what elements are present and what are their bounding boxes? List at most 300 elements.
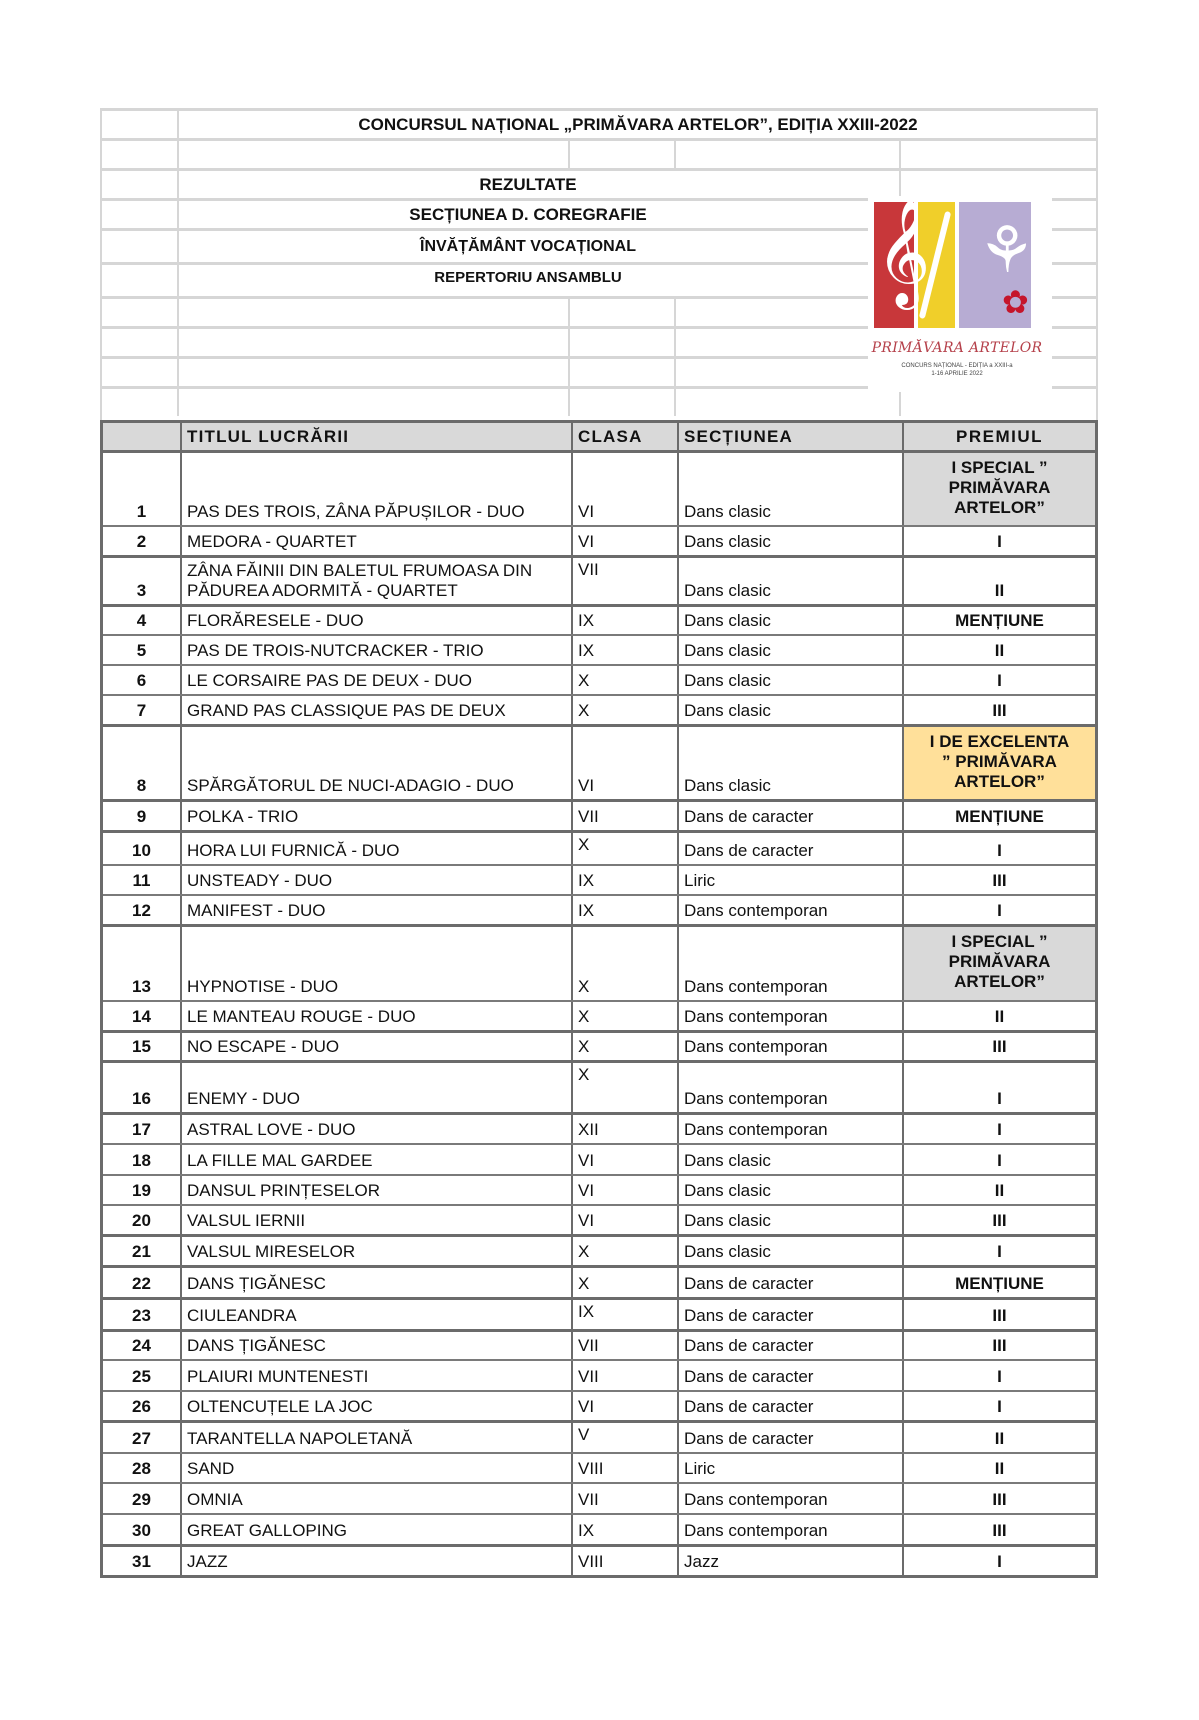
grid-line (177, 329, 179, 356)
row-class-text: IX (578, 641, 595, 660)
row-title-text: HYPNOTISE - DUO (187, 977, 339, 996)
row-number (103, 1206, 180, 1234)
row-class-text: V (578, 1425, 590, 1444)
row-section (677, 636, 902, 664)
row-prize (902, 802, 1095, 830)
row-title-text: NO ESCAPE - DUO (187, 1037, 340, 1056)
row-number (103, 1176, 180, 1204)
row-number (103, 696, 180, 724)
row-title-text: DANSUL PRINȚESELOR (187, 1181, 381, 1200)
row-number (103, 927, 180, 1000)
row-class (571, 1361, 677, 1390)
row-prize-text: III (992, 701, 1007, 720)
row-section (677, 1033, 902, 1060)
logo-subtitle-line1: CONCURS NAȚIONAL - EDIȚIA a XXIII-a (901, 363, 1013, 369)
table-row (103, 634, 1095, 664)
row-section-text: Dans clasic (684, 1181, 771, 1200)
row-section-text: Dans de caracter (684, 1367, 814, 1386)
row-prize (902, 1115, 1095, 1143)
row-section (677, 927, 902, 1000)
row-section-text: Dans clasic (684, 1211, 771, 1230)
row-number (103, 833, 180, 864)
row-class-text: VI (578, 1181, 595, 1200)
section-heading: SECȚIUNEA D. COREGRAFIE (409, 204, 647, 224)
row-title-text: TARANTELLA NAPOLETANĂ (187, 1429, 413, 1448)
row-title (180, 1332, 571, 1359)
row-prize (902, 636, 1095, 664)
row-class-text: VI (578, 776, 595, 795)
row-prize (902, 1033, 1095, 1060)
row-prize-text: I (997, 1552, 1002, 1571)
row-title-text: SPĂRGĂTORUL DE NUCI-ADAGIO - DUO (187, 776, 514, 795)
grid-line (674, 329, 676, 356)
row-prize-text: I (997, 1151, 1002, 1170)
row-title (180, 1002, 571, 1030)
row-number (103, 802, 180, 830)
row-title (180, 866, 571, 894)
row-class-text: IX (578, 1521, 595, 1540)
row-prize-text: I SPECIAL ” PRIMĂVARA ARTELOR” (948, 932, 1051, 991)
row-section (677, 1206, 902, 1234)
row-class (571, 1454, 677, 1482)
row-section (677, 1454, 902, 1482)
table-row (103, 1297, 1095, 1329)
row-prize (902, 1268, 1095, 1297)
grid-line (899, 171, 901, 198)
row-number (103, 1454, 180, 1482)
row-number-text: 8 (136, 776, 147, 795)
row-prize-text: I (997, 1397, 1002, 1416)
row-title-text: DANS ȚIGĂNESC (187, 1274, 326, 1293)
grid-line (568, 141, 570, 168)
row-section-text: Dans clasic (684, 532, 771, 551)
row-prize (902, 1332, 1095, 1359)
row-class-text: VI (578, 1397, 595, 1416)
row-class (571, 453, 677, 525)
table-row (103, 1112, 1095, 1143)
row-number (103, 727, 180, 799)
row-number-text: 23 (132, 1306, 151, 1325)
table-row (103, 1420, 1095, 1452)
row-prize-text: I DE EXCELENTA ” PRIMĂVARA ARTELOR” (929, 731, 1070, 791)
row-number-text: 31 (132, 1552, 151, 1571)
table-row (103, 1143, 1095, 1174)
row-title-text: HORA LUI FURNICĂ - DUO (187, 841, 400, 860)
row-title-text: GREAT GALLOPING (187, 1521, 347, 1540)
row-title-text: ENEMY - DUO (187, 1089, 301, 1108)
row-prize (902, 833, 1095, 864)
row-class (571, 1484, 677, 1513)
row-prize-text: I (997, 1120, 1002, 1139)
row-section (677, 696, 902, 724)
grid-line (674, 359, 676, 386)
row-section (677, 666, 902, 694)
table-row (103, 525, 1095, 555)
row-title-text: FLORĂRESELE - DUO (187, 611, 364, 630)
row-section-text: Liric (684, 1459, 716, 1478)
row-number-text: 10 (132, 841, 151, 860)
row-section (677, 558, 902, 604)
logo-subtitle (868, 362, 1046, 378)
row-section-text: Dans contemporan (684, 901, 828, 920)
row-prize-text: II (994, 1429, 1005, 1448)
row-class (571, 1237, 677, 1265)
row-class-text: VI (578, 532, 595, 551)
row-section-text: Dans clasic (684, 502, 771, 521)
row-prize (902, 1361, 1095, 1390)
row-number (103, 1033, 180, 1060)
row-section (677, 1002, 902, 1030)
row-class-text: X (578, 701, 590, 720)
row-class (571, 527, 677, 555)
row-title (180, 1206, 571, 1234)
row-title (180, 1145, 571, 1174)
logo-name: PRIMĂVARA ARTELOR (871, 340, 1043, 356)
row-number-text: 21 (132, 1242, 151, 1261)
row-title (180, 1454, 571, 1482)
row-title (180, 527, 571, 555)
row-prize (902, 727, 1095, 799)
row-prize-text: I (997, 1089, 1002, 1108)
row-class-text: X (578, 835, 590, 854)
row-prize-text: MENȚIUNE (955, 1274, 1044, 1293)
grid-line (899, 389, 901, 416)
row-number (103, 527, 180, 555)
row-number (103, 666, 180, 694)
row-class (571, 1063, 677, 1112)
row-title-text: ASTRAL LOVE - DUO (187, 1120, 356, 1139)
row-section (677, 1547, 902, 1575)
row-number (103, 1145, 180, 1174)
row-number-text: 17 (132, 1120, 151, 1139)
row-number-text: 28 (132, 1459, 151, 1478)
row-prize-text: III (992, 1037, 1007, 1056)
row-prize-text: III (992, 871, 1007, 890)
row-number-text: 20 (132, 1211, 151, 1230)
row-class (571, 866, 677, 894)
grid-line (674, 141, 676, 168)
table-row (103, 1234, 1095, 1265)
row-number (103, 558, 180, 604)
row-class (571, 1115, 677, 1143)
row-prize-text: MENȚIUNE (955, 611, 1044, 630)
col-header-title: TITLUL LUCRĂRII (180, 423, 571, 450)
table-row (103, 1359, 1095, 1390)
row-section-text: Dans contemporan (684, 1037, 828, 1056)
row-section-text: Dans de caracter (684, 1306, 814, 1325)
table-row (103, 1390, 1095, 1420)
row-prize-text: II (994, 641, 1005, 660)
row-section (677, 1332, 902, 1359)
row-class-text: IX (578, 611, 595, 630)
row-title (180, 1515, 571, 1544)
row-title (180, 1300, 571, 1329)
row-number-text: 14 (132, 1007, 151, 1026)
row-prize (902, 896, 1095, 924)
row-class (571, 727, 677, 799)
row-section-text: Dans de caracter (684, 1274, 814, 1293)
row-class (571, 1268, 677, 1297)
row-number (103, 1268, 180, 1297)
row-class-text: X (578, 1007, 590, 1026)
row-section-text: Dans clasic (684, 776, 771, 795)
table-row (103, 864, 1095, 894)
row-class-text: VII (578, 1336, 599, 1355)
row-title-text: GRAND PAS CLASSIQUE PAS DE DEUX (187, 701, 506, 720)
row-prize-text: I SPECIAL ” PRIMĂVARA ARTELOR” (948, 457, 1051, 517)
row-prize (902, 453, 1095, 525)
row-title-text: PAS DE TROIS-NUTCRACKER - TRIO (187, 641, 484, 660)
row-title (180, 727, 571, 799)
education-heading: ÎNVĂȚĂMÂNT VOCAȚIONAL (420, 237, 636, 255)
row-number-text: 27 (132, 1429, 151, 1448)
col-header-class: CLASA (571, 423, 677, 450)
row-class (571, 607, 677, 634)
row-class (571, 1176, 677, 1204)
grid-line (899, 141, 901, 168)
row-section-text: Dans de caracter (684, 807, 814, 826)
grid-line (177, 359, 179, 386)
row-number (103, 1484, 180, 1513)
row-section-text: Dans contemporan (684, 1521, 828, 1540)
row-number (103, 1300, 180, 1329)
table-row (103, 924, 1095, 1000)
row-title (180, 636, 571, 664)
row-class-text: X (578, 1037, 590, 1056)
col-header-number (103, 423, 180, 450)
row-section (677, 1115, 902, 1143)
row-section-text: Dans de caracter (684, 1336, 814, 1355)
row-class (571, 1547, 677, 1575)
row-number (103, 1115, 180, 1143)
row-title-text: OLTENCUȚELE LA JOC (187, 1397, 373, 1416)
row-title (180, 833, 571, 864)
table-row (103, 1482, 1095, 1513)
row-number-text: 30 (132, 1521, 151, 1540)
row-section-text: Dans contemporan (684, 977, 828, 996)
row-prize (902, 607, 1095, 634)
logo-subtitle-line2: 1-16 APRILIE 2022 (931, 371, 983, 377)
row-class (571, 1206, 677, 1234)
row-title (180, 802, 571, 830)
row-title (180, 696, 571, 724)
row-prize (902, 1454, 1095, 1482)
row-number (103, 1392, 180, 1420)
row-prize-text: I (997, 532, 1002, 551)
row-prize (902, 1423, 1095, 1452)
row-section (677, 727, 902, 799)
row-class-text: X (578, 1242, 590, 1261)
row-prize (902, 558, 1095, 604)
row-title-text: JAZZ (187, 1552, 228, 1571)
row-class (571, 896, 677, 924)
grid-line (674, 299, 676, 326)
row-class-text: VII (578, 1367, 599, 1386)
grid-line (568, 299, 570, 326)
row-prize (902, 866, 1095, 894)
table-row (103, 724, 1095, 799)
row-prize (902, 1145, 1095, 1174)
row-prize (902, 1002, 1095, 1030)
row-section-text: Dans contemporan (684, 1490, 828, 1509)
row-title-text: MANIFEST - DUO (187, 901, 326, 920)
row-number (103, 453, 180, 525)
row-prize-text: I (997, 901, 1002, 920)
row-prize-text: II (994, 1007, 1005, 1026)
row-title (180, 1115, 571, 1143)
row-number-text: 15 (132, 1037, 151, 1056)
row-section-text: Jazz (684, 1552, 719, 1571)
row-prize-text: II (994, 1459, 1005, 1478)
row-prize (902, 666, 1095, 694)
row-section-text: Liric (684, 871, 716, 890)
treble-clef-icon: 𝄞 (876, 198, 931, 305)
row-number (103, 1547, 180, 1575)
row-prize (902, 1392, 1095, 1420)
row-number-text: 18 (132, 1151, 151, 1170)
table-header-row (103, 423, 1095, 450)
row-number-text: 25 (132, 1367, 151, 1386)
row-title-text: VALSUL MIRESELOR (187, 1242, 356, 1261)
row-prize-text: III (992, 1306, 1007, 1325)
table-row (103, 830, 1095, 864)
row-section (677, 833, 902, 864)
row-section (677, 1423, 902, 1452)
row-section-text: Dans contemporan (684, 1007, 828, 1026)
row-prize-text: II (994, 581, 1005, 600)
row-class (571, 1332, 677, 1359)
row-prize-text: I (997, 1367, 1002, 1386)
ballerina-icon: ⚘ (978, 214, 1036, 286)
row-class-text: X (578, 671, 590, 690)
row-section-text: Dans clasic (684, 1151, 771, 1170)
row-prize-text: III (992, 1490, 1007, 1509)
row-number-text: 12 (132, 901, 151, 920)
row-class (571, 636, 677, 664)
row-number-text: 1 (136, 502, 147, 521)
row-number-text: 6 (136, 671, 147, 690)
table-row (103, 1513, 1095, 1544)
row-title-text: PLAIURI MUNTENESTI (187, 1367, 369, 1386)
row-section-text: Dans de caracter (684, 1429, 814, 1448)
row-section-text: Dans clasic (684, 1242, 771, 1261)
row-number-text: 5 (136, 641, 147, 660)
header-row (100, 138, 1098, 168)
row-class-text: X (578, 977, 590, 996)
row-title-text: MEDORA - QUARTET (187, 532, 357, 551)
row-section (677, 1176, 902, 1204)
row-class-text: IX (578, 1302, 595, 1321)
row-section-text: Dans de caracter (684, 1397, 814, 1416)
row-number-text: 9 (136, 807, 147, 826)
table-row (103, 604, 1095, 634)
row-number (103, 866, 180, 894)
row-title-text: POLKA - TRIO (187, 807, 299, 826)
row-section-text: Dans clasic (684, 701, 771, 720)
row-title (180, 666, 571, 694)
table-row (103, 694, 1095, 724)
row-section (677, 1392, 902, 1420)
table-row (103, 1265, 1095, 1297)
row-title (180, 1237, 571, 1265)
table-row (103, 1544, 1095, 1575)
row-title (180, 1268, 571, 1297)
row-section (677, 527, 902, 555)
row-prize-text: III (992, 1211, 1007, 1230)
row-prize (902, 1237, 1095, 1265)
grid-line (177, 389, 179, 416)
row-number-text: 26 (132, 1397, 151, 1416)
table-row (103, 1060, 1095, 1112)
row-number (103, 636, 180, 664)
row-class-text: X (578, 1065, 590, 1084)
flower-icon: ✿ (1002, 284, 1029, 320)
row-title-text: LE CORSAIRE PAS DE DEUX - DUO (187, 671, 472, 690)
row-prize-text: I (997, 841, 1002, 860)
row-class-text: VI (578, 502, 595, 521)
row-prize (902, 1515, 1095, 1544)
row-number-text: 3 (136, 581, 147, 600)
grid-line (568, 359, 570, 386)
grid-line (674, 389, 676, 416)
row-section-text: Dans contemporan (684, 1120, 828, 1139)
row-prize (902, 1063, 1095, 1112)
row-prize (902, 1547, 1095, 1575)
row-prize (902, 527, 1095, 555)
row-title (180, 1033, 571, 1060)
row-prize (902, 1206, 1095, 1234)
col-header-section: SECȚIUNEA (677, 423, 902, 450)
row-number-text: 29 (132, 1490, 151, 1509)
table-row (103, 1030, 1095, 1060)
row-title (180, 453, 571, 525)
row-class (571, 1515, 677, 1544)
row-prize (902, 1300, 1095, 1329)
row-title-text: PAS DES TROIS, ZÂNA PĂPUȘILOR - DUO (187, 502, 525, 521)
row-number-text: 11 (132, 871, 151, 890)
table-row (103, 450, 1095, 525)
row-section-text: Dans clasic (684, 671, 771, 690)
grid-line (177, 299, 179, 326)
row-class-text: VII (578, 807, 599, 826)
repertoire-heading: REPERTORIU ANSAMBLU (434, 269, 622, 286)
table-row (103, 1452, 1095, 1482)
table-row (103, 1174, 1095, 1204)
table-row (103, 1204, 1095, 1234)
row-title (180, 927, 571, 1000)
table-row (103, 555, 1095, 604)
row-title (180, 1361, 571, 1390)
row-number-text: 19 (132, 1181, 151, 1200)
row-class (571, 1033, 677, 1060)
row-class (571, 696, 677, 724)
row-section (677, 1484, 902, 1513)
row-number (103, 896, 180, 924)
row-number-text: 4 (136, 611, 147, 630)
row-class (571, 1392, 677, 1420)
row-class-text: IX (578, 901, 595, 920)
table-row (103, 664, 1095, 694)
results-table (100, 420, 1098, 1578)
row-section (677, 1237, 902, 1265)
row-class-text: XII (578, 1120, 599, 1139)
row-title-text: OMNIA (187, 1490, 243, 1509)
row-title (180, 1423, 571, 1452)
row-prize-text: III (992, 1336, 1007, 1355)
row-section (677, 896, 902, 924)
row-class-text: VIII (578, 1459, 604, 1478)
row-number-text: 16 (132, 1089, 151, 1108)
